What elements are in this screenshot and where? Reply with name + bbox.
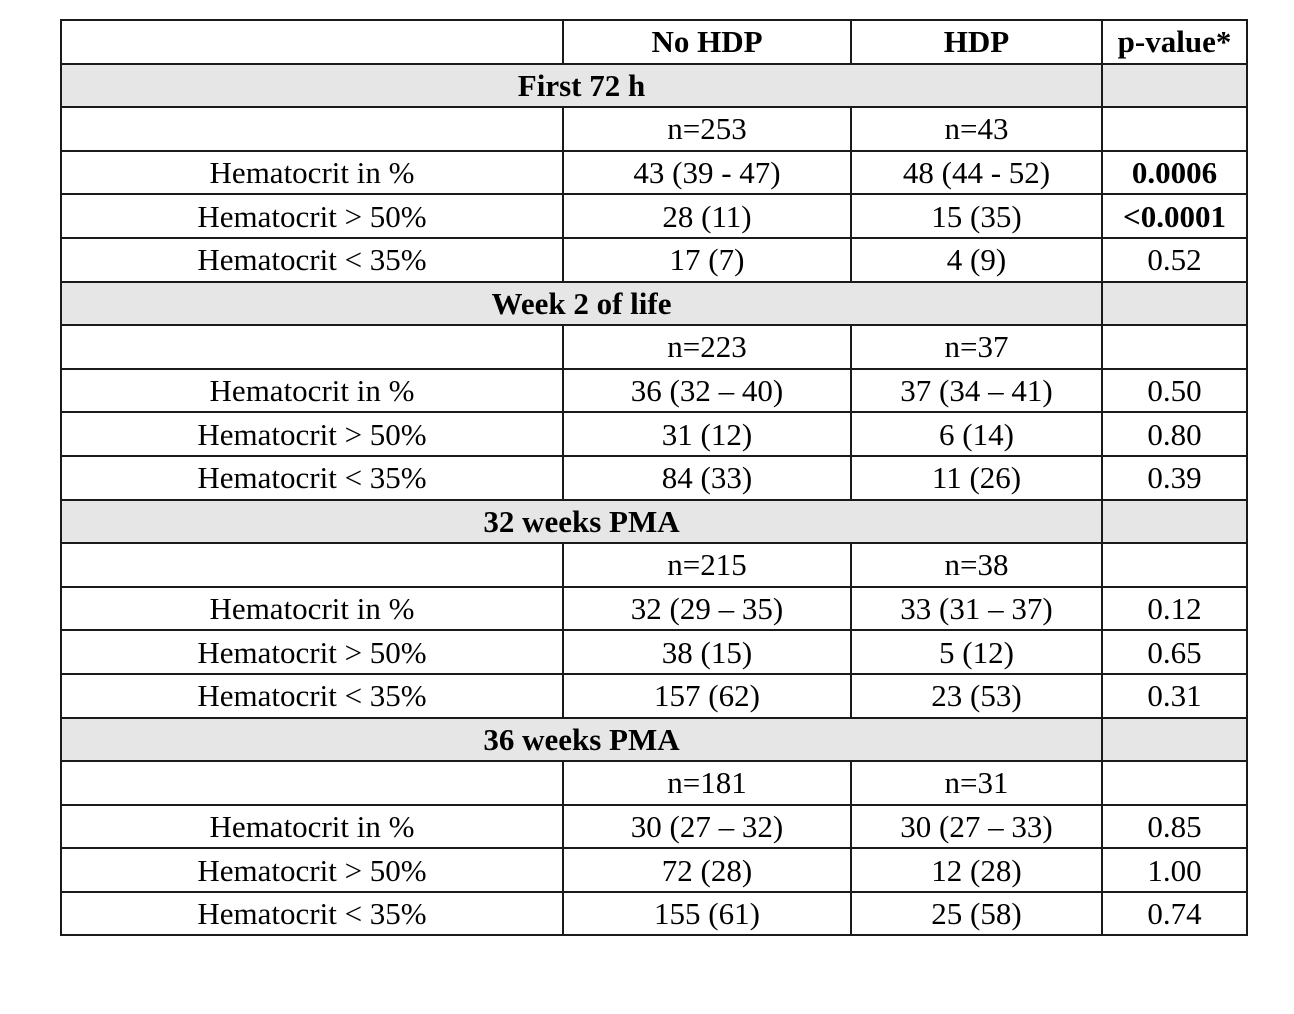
table-row <box>61 194 1247 238</box>
n-hdp: n=38 <box>851 543 1102 587</box>
sample-size-row <box>61 543 1247 587</box>
p-value: 0.31 <box>1102 674 1247 718</box>
header-hdp: HDP <box>851 20 1102 64</box>
table-row <box>61 151 1247 195</box>
section-title: Week 2 of life <box>61 282 1102 326</box>
no-hdp-value: 36 (32 – 40) <box>563 369 851 413</box>
n-no-hdp: n=215 <box>563 543 851 587</box>
table-row <box>61 892 1247 936</box>
no-hdp-value: 38 (15) <box>563 630 851 674</box>
row-label: Hematocrit > 50% <box>61 848 563 892</box>
row-label: Hematocrit < 35% <box>61 892 563 936</box>
table-row <box>61 805 1247 849</box>
p-value: 0.52 <box>1102 238 1247 282</box>
n-p-blank-cell <box>1102 325 1247 369</box>
table-row <box>61 630 1247 674</box>
row-label: Hematocrit in % <box>61 805 563 849</box>
hdp-value: 4 (9) <box>851 238 1102 282</box>
hdp-value: 12 (28) <box>851 848 1102 892</box>
table-body <box>61 64 1247 936</box>
no-hdp-value: 84 (33) <box>563 456 851 500</box>
hematocrit-table <box>60 19 1248 936</box>
hdp-value: 6 (14) <box>851 412 1102 456</box>
section-header-row <box>61 64 1247 108</box>
row-label: Hematocrit < 35% <box>61 456 563 500</box>
section-header-row <box>61 500 1247 544</box>
n-no-hdp: n=181 <box>563 761 851 805</box>
n-hdp: n=43 <box>851 107 1102 151</box>
table-row <box>61 674 1247 718</box>
no-hdp-value: 31 (12) <box>563 412 851 456</box>
section-blank-cell <box>1102 718 1247 762</box>
p-value: 0.74 <box>1102 892 1247 936</box>
no-hdp-value: 30 (27 – 32) <box>563 805 851 849</box>
n-no-hdp: n=223 <box>563 325 851 369</box>
no-hdp-value: 32 (29 – 35) <box>563 587 851 631</box>
no-hdp-value: 155 (61) <box>563 892 851 936</box>
table-row <box>61 587 1247 631</box>
hdp-value: 30 (27 – 33) <box>851 805 1102 849</box>
row-label: Hematocrit < 35% <box>61 238 563 282</box>
header-p-value: p-value* <box>1102 20 1247 64</box>
p-value: 0.80 <box>1102 412 1247 456</box>
table-row <box>61 412 1247 456</box>
p-value: <0.0001 <box>1102 194 1247 238</box>
row-label: Hematocrit > 50% <box>61 630 563 674</box>
no-hdp-value: 157 (62) <box>563 674 851 718</box>
hdp-value: 25 (58) <box>851 892 1102 936</box>
section-header-row <box>61 718 1247 762</box>
hdp-value: 23 (53) <box>851 674 1102 718</box>
row-label: Hematocrit > 50% <box>61 194 563 238</box>
no-hdp-value: 17 (7) <box>563 238 851 282</box>
section-header-row <box>61 282 1247 326</box>
section-blank-cell <box>1102 500 1247 544</box>
header-blank-cell <box>61 20 563 64</box>
p-value: 1.00 <box>1102 848 1247 892</box>
n-p-blank-cell <box>1102 761 1247 805</box>
hdp-value: 15 (35) <box>851 194 1102 238</box>
n-blank-cell <box>61 761 563 805</box>
section-title: 36 weeks PMA <box>61 718 1102 762</box>
section-title: First 72 h <box>61 64 1102 108</box>
no-hdp-value: 43 (39 - 47) <box>563 151 851 195</box>
p-value: 0.50 <box>1102 369 1247 413</box>
no-hdp-value: 28 (11) <box>563 194 851 238</box>
sample-size-row <box>61 761 1247 805</box>
p-value: 0.0006 <box>1102 151 1247 195</box>
hdp-value: 5 (12) <box>851 630 1102 674</box>
n-blank-cell <box>61 325 563 369</box>
p-value: 0.65 <box>1102 630 1247 674</box>
p-value: 0.39 <box>1102 456 1247 500</box>
row-label: Hematocrit in % <box>61 587 563 631</box>
sample-size-row <box>61 107 1247 151</box>
n-p-blank-cell <box>1102 543 1247 587</box>
no-hdp-value: 72 (28) <box>563 848 851 892</box>
header-no-hdp: No HDP <box>563 20 851 64</box>
section-title: 32 weeks PMA <box>61 500 1102 544</box>
n-blank-cell <box>61 543 563 587</box>
row-label: Hematocrit in % <box>61 151 563 195</box>
table-row <box>61 369 1247 413</box>
sample-size-row <box>61 325 1247 369</box>
hdp-value: 37 (34 – 41) <box>851 369 1102 413</box>
n-blank-cell <box>61 107 563 151</box>
section-blank-cell <box>1102 64 1247 108</box>
p-value: 0.85 <box>1102 805 1247 849</box>
header-row <box>61 20 1247 64</box>
n-p-blank-cell <box>1102 107 1247 151</box>
n-hdp: n=37 <box>851 325 1102 369</box>
table-row <box>61 238 1247 282</box>
hdp-value: 33 (31 – 37) <box>851 587 1102 631</box>
section-blank-cell <box>1102 282 1247 326</box>
hdp-value: 48 (44 - 52) <box>851 151 1102 195</box>
n-no-hdp: n=253 <box>563 107 851 151</box>
hdp-value: 11 (26) <box>851 456 1102 500</box>
p-value: 0.12 <box>1102 587 1247 631</box>
table-row <box>61 848 1247 892</box>
row-label: Hematocrit in % <box>61 369 563 413</box>
row-label: Hematocrit < 35% <box>61 674 563 718</box>
n-hdp: n=31 <box>851 761 1102 805</box>
row-label: Hematocrit > 50% <box>61 412 563 456</box>
table-row <box>61 456 1247 500</box>
